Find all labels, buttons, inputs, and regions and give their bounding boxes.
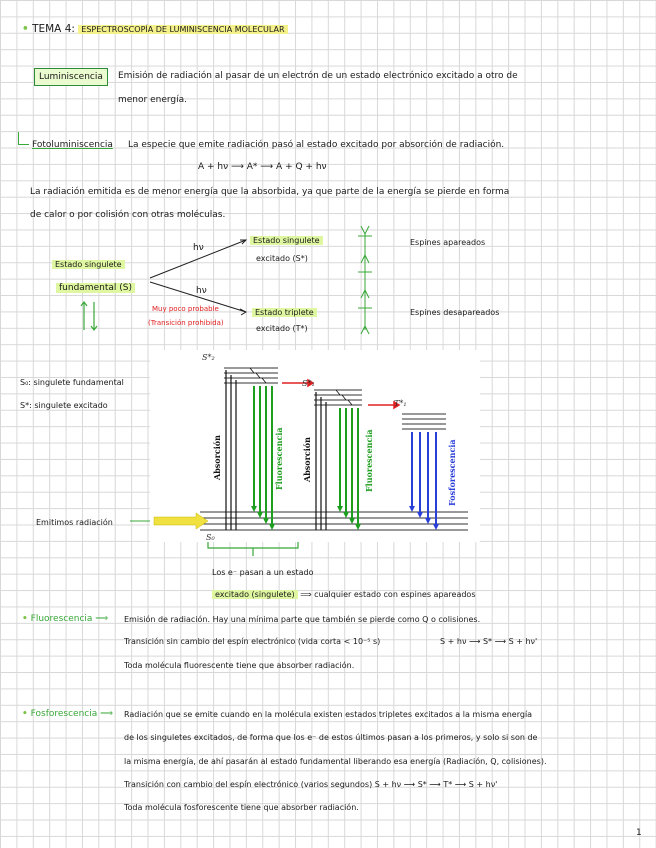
phosphorescence-arrow-head: [433, 524, 439, 530]
s0-label: S₀: [206, 533, 215, 542]
s2-label: S*₂: [202, 353, 215, 362]
absorption-arrows-s1: [316, 392, 326, 530]
luminiscencia-term: Luminiscencia: [34, 68, 108, 86]
unpaired-label: Espines desapareados: [410, 308, 500, 317]
figure-note-line1: Los e⁻ pasan a un estado: [212, 568, 314, 577]
fosforescencia-line3: la misma energía, de ahí pasarán al estado fundamental liberando esa energía (Radiación, Q, colisiones).: [124, 757, 547, 766]
fluorescence-arrow-head: [355, 524, 361, 530]
fluorescencia-label-2: Fluorescencia: [364, 429, 374, 492]
fosforescencia-line2: de los singuletes excitados, de forma que los e⁻ de estos últimos pasan a los primeros, y solo si son de: [124, 733, 538, 742]
page-number: 1: [636, 828, 642, 838]
fosforescencia-line5: Toda molécula fosforescente tiene que absorber radiación.: [124, 803, 359, 812]
jablonski-svg: [150, 350, 480, 542]
fosforescencia-term-row: • Fosforescencia ⟹: [22, 709, 114, 719]
jablonski-figure: [150, 350, 480, 542]
paired-label: Espines apareados: [410, 238, 486, 247]
triplet-line1: Estado triplete: [252, 306, 317, 320]
phosphorescence-arrows: [409, 432, 439, 530]
phosphorescence-arrow-head: [425, 518, 431, 524]
fluorescencia-line2: Transición sin cambio del espín electrónico (vida corta < 10⁻⁵ s): [124, 637, 381, 646]
tema-label: TEMA 4:: [32, 23, 75, 35]
arrow-icon: ⟹: [100, 709, 114, 719]
hv-bottom: hν: [196, 286, 207, 296]
unlikely-line1: Muy poco probable: [152, 305, 219, 313]
fluorescence-arrow-head: [349, 518, 355, 524]
fluorescence-arrows-s2: [251, 386, 275, 530]
fluorescencia-term-row: • Fluorescencia ⟹: [22, 614, 109, 624]
fotoluminiscencia-para-line1: La radiación emitida es de menor energía que la absorbida, ya que parte de la energía se pierde en forma: [30, 187, 510, 197]
bullet-icon: •: [22, 23, 29, 35]
fluorescence-arrow-head: [269, 524, 275, 530]
phosphorescence-arrow-head: [409, 506, 415, 512]
singlet-line2: excitado (S*): [256, 254, 308, 263]
note-s-star: S*: singulete excitado: [20, 401, 108, 410]
absorption-arrows-s2: [226, 370, 236, 530]
isc-arrows: [282, 380, 399, 408]
unlikely-line2: (Transición prohibida): [148, 319, 224, 327]
fosforescencia-line1: Radiación que se emite cuando en la molécula existen estados tripletes excitados a la misma energía: [124, 710, 533, 719]
fotoluminiscencia-para-line2: de calor o por colisión con otras moléculas.: [30, 210, 226, 220]
fluorescence-arrow-head: [251, 506, 257, 512]
fosforescencia-label: Fosforescencia: [447, 439, 457, 506]
fotoluminiscencia-def: La especie que emite radiación pasó al estado excitado por absorción de radiación.: [128, 140, 505, 150]
singlet-line1: Estado singulete: [250, 234, 323, 248]
bullet-icon: •: [22, 709, 28, 719]
fluorescence-arrow-head: [343, 512, 349, 518]
bullet-icon: •: [22, 614, 28, 624]
fotoluminiscencia-term: Fotoluminiscencia: [32, 140, 113, 150]
fluorescencia-line2-eq: S + hν ⟶ S* ⟶ S + hν': [440, 637, 538, 646]
s2-levels: [224, 368, 278, 383]
fluorescencia-label-1: Fluorescencia: [274, 427, 284, 490]
luminiscencia-def-line2: menor energía.: [118, 95, 187, 105]
figure-note-line2: excitado (singulete) ⟹ cualquier estado con espines apareados: [212, 588, 476, 602]
ground-state-line2: fundamental (S): [56, 281, 135, 295]
fluorescence-arrow-head: [263, 518, 269, 524]
note-s0: S₀: singulete fundamental: [20, 378, 124, 387]
hv-top: hν: [193, 243, 204, 253]
triplet-line2: excitado (T*): [256, 324, 308, 333]
arrow-icon: ⟹: [95, 614, 109, 624]
note-emit: Emitimos radiación: [36, 518, 113, 527]
fluorescence-arrow-head: [337, 506, 343, 512]
page-title: ESPECTROSCOPÍA DE LUMINISCENCIA MOLECULAR: [78, 25, 287, 34]
ground-state-line1: Estado singulete: [52, 258, 125, 272]
t1-levels: [402, 414, 446, 429]
fosforescencia-line4: Transición con cambio del espín electrónico (varios segundos) S + hν ⟶ S* ⟶ T* ⟶ S + hν': [124, 780, 498, 789]
absorcion-label-2: Absorción: [302, 437, 312, 482]
luminiscencia-def-line1: Emisión de radiación al pasar de un electrón de un estado electrónico excitado a otro de: [118, 71, 518, 81]
fluorescencia-line3: Toda molécula fluorescente tiene que absorber radiación.: [124, 661, 355, 670]
s1-label: S*₁: [302, 379, 315, 388]
fluorescence-arrow-head: [257, 512, 263, 518]
excitation-arrow: [154, 513, 208, 529]
phosphorescence-arrow-head: [417, 512, 423, 518]
t1-label: T*₁: [394, 399, 407, 408]
absorcion-label-1: Absorción: [212, 435, 222, 480]
fluorescencia-line1: Emisión de radiación. Hay una mínima parte que también se pierde como Q o colisiones.: [124, 615, 481, 624]
fotoluminiscencia-equation: A + hν ⟶ A* ⟶ A + Q + hν: [198, 162, 327, 172]
